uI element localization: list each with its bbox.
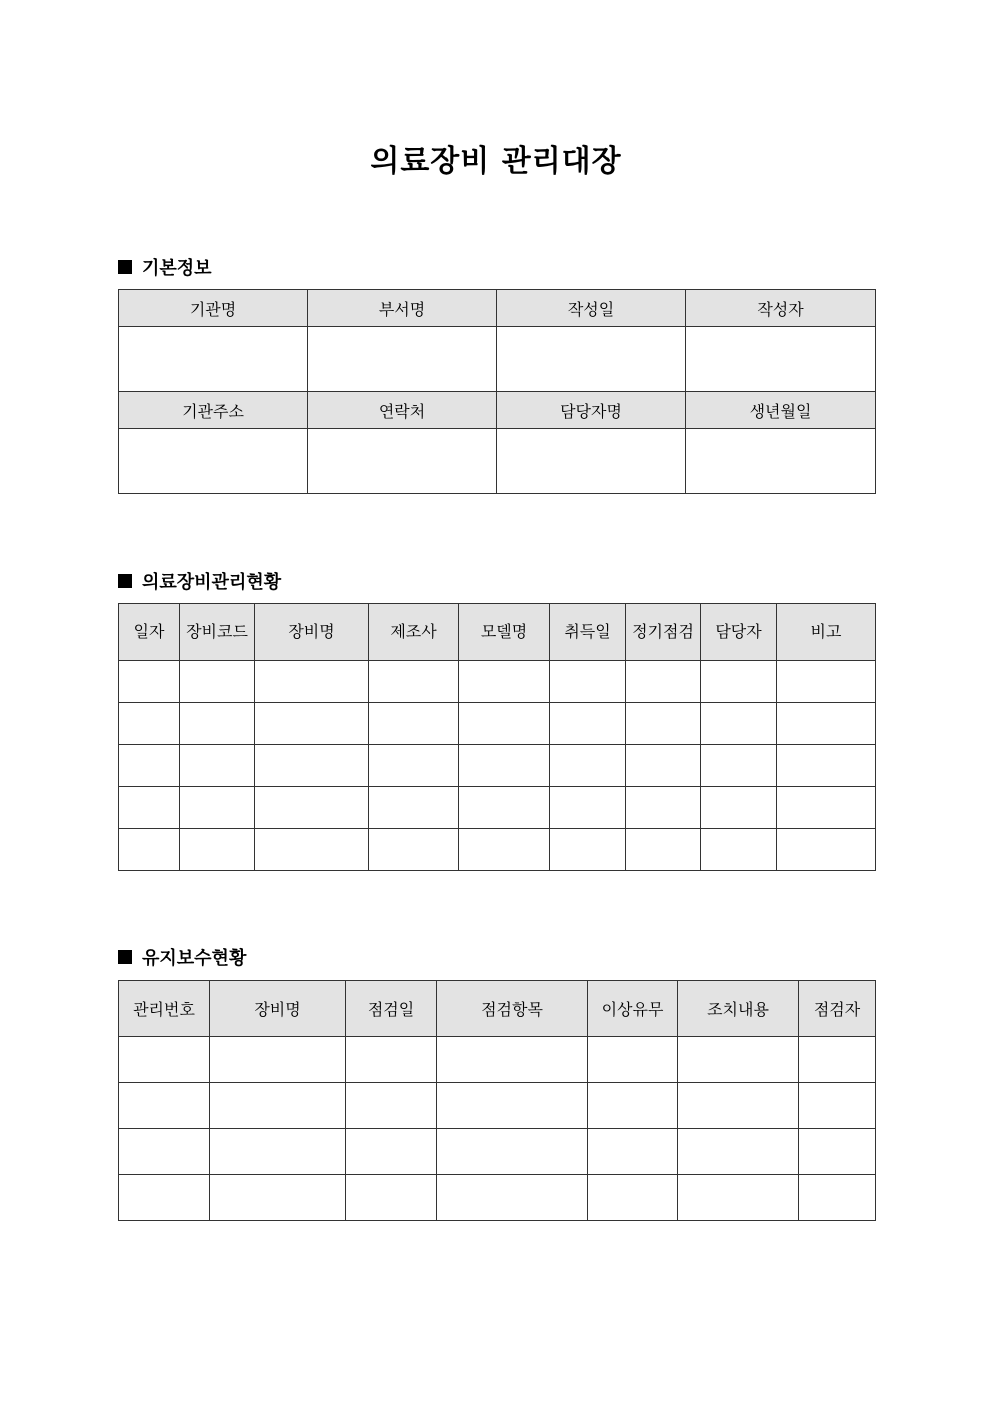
table-cell[interactable] (180, 661, 255, 703)
table-cell[interactable] (119, 1083, 210, 1129)
table-cell[interactable] (346, 1175, 437, 1221)
header-equipment-name: 장비명 (210, 981, 346, 1037)
author-cell[interactable] (686, 327, 876, 392)
header-contact: 연락처 (308, 392, 497, 429)
header-birth-date: 생년월일 (686, 392, 876, 429)
table-cell[interactable] (119, 1129, 210, 1175)
table-cell[interactable] (369, 787, 459, 829)
table-cell[interactable] (255, 829, 369, 871)
table-cell[interactable] (777, 661, 876, 703)
table-cell[interactable] (369, 703, 459, 745)
table-cell[interactable] (777, 745, 876, 787)
header-action-taken: 조치내용 (678, 981, 799, 1037)
table-cell[interactable] (437, 1129, 588, 1175)
table-cell[interactable] (588, 1037, 678, 1083)
header-manufacturer: 제조사 (369, 604, 459, 661)
table-cell[interactable] (369, 661, 459, 703)
table-row (119, 787, 876, 829)
table-row (119, 1083, 876, 1129)
header-inspector: 점검자 (799, 981, 876, 1037)
table-cell[interactable] (678, 1129, 799, 1175)
square-bullet-icon (118, 260, 132, 274)
table-cell[interactable] (799, 1037, 876, 1083)
document-title: 의료장비 관리대장 (370, 144, 622, 179)
table-cell[interactable] (119, 829, 180, 871)
table-cell[interactable] (119, 703, 180, 745)
header-regular-inspection: 정기점검 (626, 604, 701, 661)
table-cell[interactable] (626, 787, 701, 829)
table-cell[interactable] (459, 703, 550, 745)
header-date-written: 작성일 (497, 290, 686, 327)
table-cell[interactable] (550, 829, 626, 871)
table-row (119, 703, 876, 745)
table-cell[interactable] (210, 1083, 346, 1129)
basic-info-input-row (119, 327, 876, 392)
table-cell[interactable] (799, 1129, 876, 1175)
equipment-table (118, 603, 876, 871)
table-row (119, 745, 876, 787)
table-cell[interactable] (588, 1175, 678, 1221)
table-cell[interactable] (777, 829, 876, 871)
table-cell[interactable] (550, 661, 626, 703)
table-cell[interactable] (210, 1037, 346, 1083)
header-equipment-code: 장비코드 (180, 604, 255, 661)
table-row (119, 661, 876, 703)
basic-info-header-row (119, 290, 876, 327)
table-cell[interactable] (701, 703, 777, 745)
table-cell[interactable] (626, 829, 701, 871)
header-department-name: 부서명 (308, 290, 497, 327)
table-cell[interactable] (459, 787, 550, 829)
square-bullet-icon (118, 574, 132, 588)
institution-name-cell[interactable] (119, 327, 308, 392)
table-cell[interactable] (369, 829, 459, 871)
table-cell[interactable] (255, 703, 369, 745)
table-cell[interactable] (437, 1037, 588, 1083)
table-cell[interactable] (459, 829, 550, 871)
table-cell[interactable] (701, 787, 777, 829)
table-cell[interactable] (346, 1037, 437, 1083)
table-cell[interactable] (799, 1083, 876, 1129)
table-cell[interactable] (255, 787, 369, 829)
header-manager-name: 담당자명 (497, 392, 686, 429)
table-row (119, 1129, 876, 1175)
table-row (119, 829, 876, 871)
table-cell[interactable] (210, 1129, 346, 1175)
table-cell[interactable] (701, 829, 777, 871)
table-cell[interactable] (626, 661, 701, 703)
header-acquisition-date: 취득일 (550, 604, 626, 661)
date-written-cell[interactable] (497, 327, 686, 392)
table-cell[interactable] (180, 829, 255, 871)
table-cell[interactable] (626, 703, 701, 745)
contact-cell[interactable] (308, 429, 497, 494)
equipment-header-row (119, 604, 876, 661)
institution-address-cell[interactable] (119, 429, 308, 494)
header-abnormality: 이상유무 (588, 981, 678, 1037)
table-cell[interactable] (777, 787, 876, 829)
table-row (119, 1037, 876, 1083)
birth-date-cell[interactable] (686, 429, 876, 494)
table-cell[interactable] (346, 1129, 437, 1175)
section-heading-maintenance (118, 944, 246, 970)
header-institution-name: 기관명 (119, 290, 308, 327)
table-cell[interactable] (119, 745, 180, 787)
table-cell[interactable] (210, 1175, 346, 1221)
header-institution-address: 기관주소 (119, 392, 308, 429)
table-cell[interactable] (437, 1083, 588, 1129)
table-cell[interactable] (678, 1083, 799, 1129)
manager-name-cell[interactable] (497, 429, 686, 494)
table-cell[interactable] (678, 1175, 799, 1221)
section-heading-label: 기본정보 (142, 258, 212, 279)
department-name-cell[interactable] (308, 327, 497, 392)
section-heading-equipment (118, 568, 281, 594)
table-cell[interactable] (550, 703, 626, 745)
table-cell[interactable] (626, 745, 701, 787)
basic-info-header-row (119, 392, 876, 429)
table-cell[interactable] (180, 787, 255, 829)
table-cell[interactable] (550, 787, 626, 829)
table-cell[interactable] (701, 661, 777, 703)
header-inspection-items: 점검항목 (437, 981, 588, 1037)
table-cell[interactable] (459, 661, 550, 703)
table-row (119, 1175, 876, 1221)
maintenance-table (118, 980, 876, 1221)
table-cell[interactable] (588, 1083, 678, 1129)
header-inspection-date: 점검일 (346, 981, 437, 1037)
table-cell[interactable] (369, 745, 459, 787)
table-cell[interactable] (678, 1037, 799, 1083)
header-person-in-charge: 담당자 (701, 604, 777, 661)
table-cell[interactable] (119, 1175, 210, 1221)
section-heading-label: 유지보수현황 (142, 948, 247, 969)
table-cell[interactable] (255, 661, 369, 703)
header-author: 작성자 (686, 290, 876, 327)
table-cell[interactable] (799, 1175, 876, 1221)
section-heading-basic-info (118, 254, 212, 280)
basic-info-input-row (119, 429, 876, 494)
basic-info-table (118, 289, 876, 494)
header-date: 일자 (119, 604, 180, 661)
table-cell[interactable] (119, 661, 180, 703)
table-cell[interactable] (701, 745, 777, 787)
table-cell[interactable] (180, 745, 255, 787)
table-cell[interactable] (119, 1037, 210, 1083)
table-cell[interactable] (437, 1175, 588, 1221)
section-heading-label: 의료장비관리현황 (142, 572, 282, 593)
maintenance-header-row (119, 981, 876, 1037)
table-cell[interactable] (346, 1083, 437, 1129)
header-management-number: 관리번호 (119, 981, 210, 1037)
table-cell[interactable] (588, 1129, 678, 1175)
header-model-name: 모델명 (459, 604, 550, 661)
table-cell[interactable] (180, 703, 255, 745)
table-cell[interactable] (459, 745, 550, 787)
table-cell[interactable] (255, 745, 369, 787)
header-remarks: 비고 (777, 604, 876, 661)
table-cell[interactable] (777, 703, 876, 745)
table-cell[interactable] (550, 745, 626, 787)
table-cell[interactable] (119, 787, 180, 829)
square-bullet-icon (118, 950, 132, 964)
header-equipment-name: 장비명 (255, 604, 369, 661)
